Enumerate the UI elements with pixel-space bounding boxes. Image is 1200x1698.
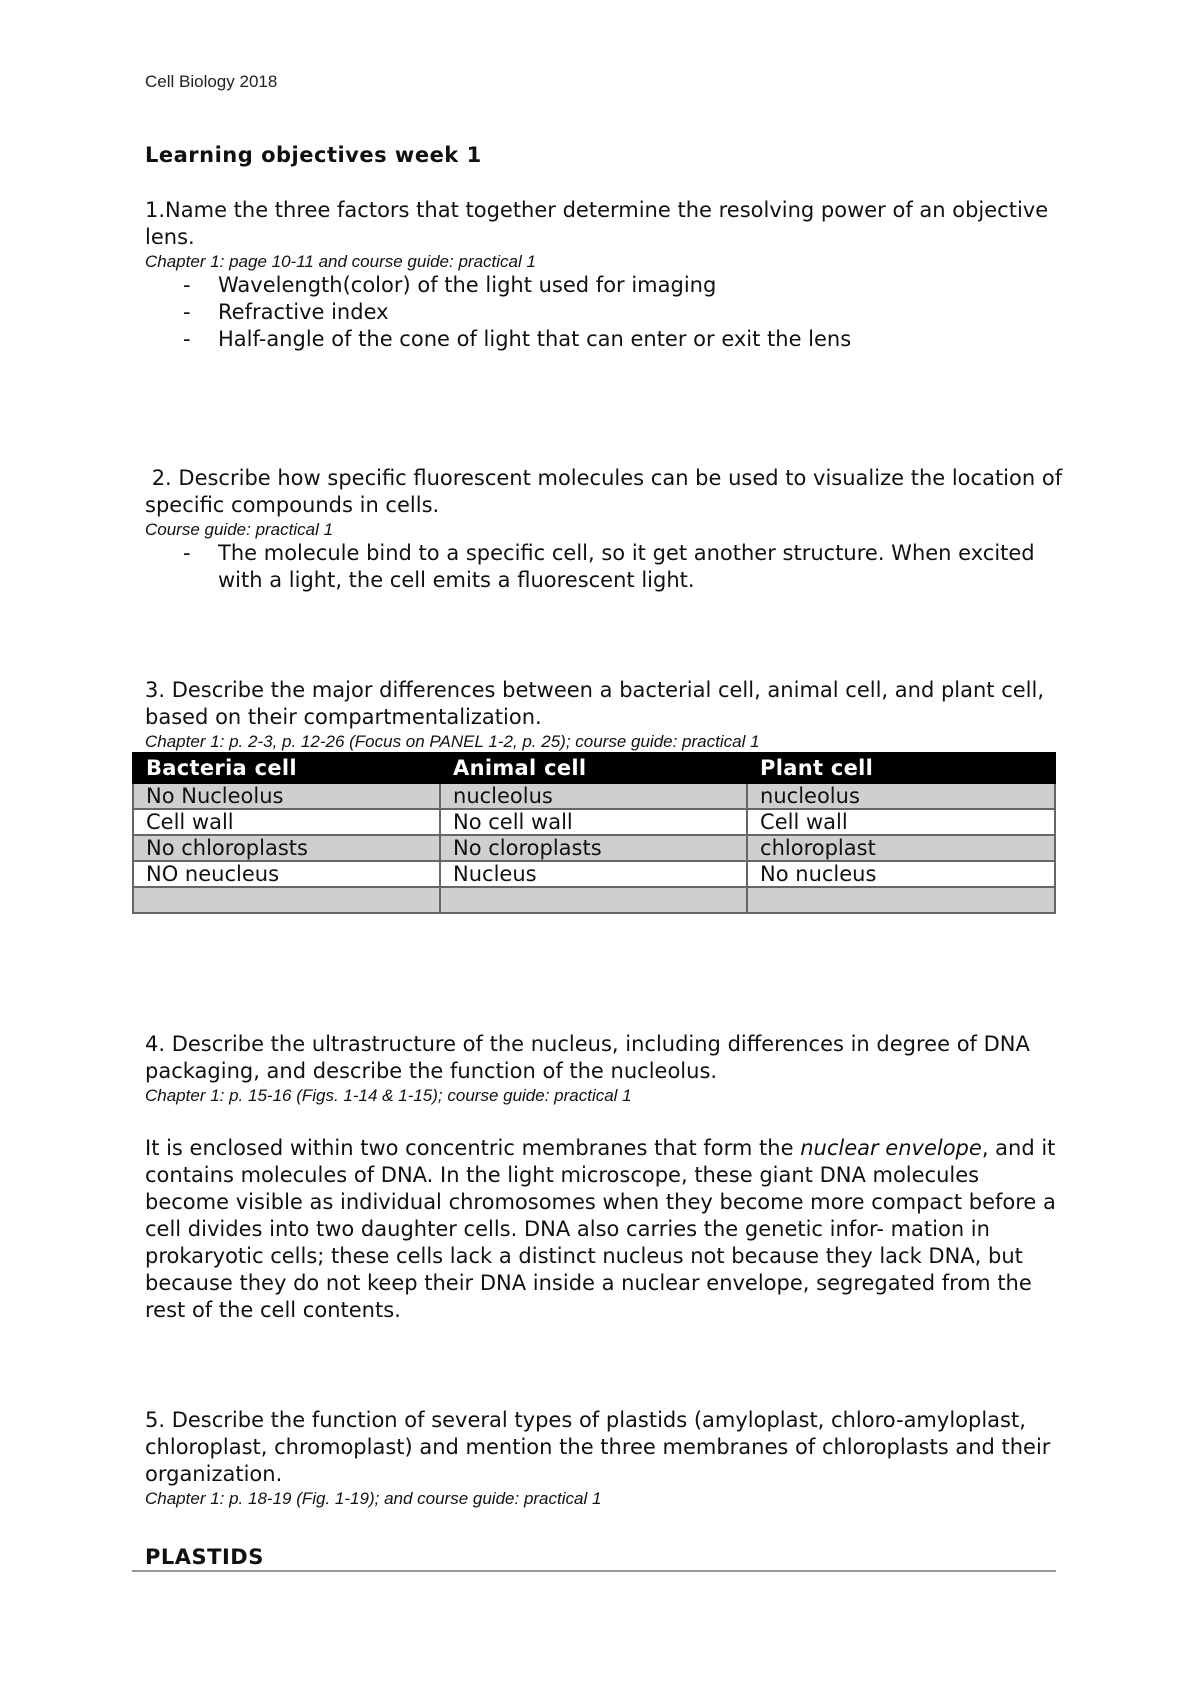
- objective-5: [145, 1407, 1065, 1509]
- table-cell: Nucleus: [440, 861, 747, 887]
- cell-comparison-table: [132, 752, 1056, 914]
- table-cell: [747, 887, 1055, 913]
- table-cell: No cell wall: [440, 809, 747, 835]
- objective-2: [145, 465, 1069, 594]
- page-header: Cell Biology 2018: [145, 72, 278, 91]
- table-cell: nucleolus: [440, 783, 747, 809]
- table-cell: No cloroplasts: [440, 835, 747, 861]
- table-cell: No Nucleolus: [133, 783, 440, 809]
- table-cell: nucleolus: [747, 783, 1055, 809]
- dash-bullet: -: [183, 541, 191, 565]
- dash-bullet: -: [183, 273, 191, 297]
- section-divider: [132, 1570, 1056, 1572]
- dash-bullet: -: [183, 327, 191, 351]
- list-item: - Wavelength(color) of the light used for imaging: [183, 273, 717, 297]
- objective-5-question: 5. Describe the function of several types of plastids (amyloplast, chloro-amyloplast, chloroplast, chromoplast) and mention the three membranes of chloroplasts and their organization.: [145, 1408, 1051, 1486]
- objective-2-answers: [145, 540, 1065, 594]
- plastids-heading: PLASTIDS: [145, 1545, 264, 1569]
- table-cell: No nucleus: [747, 861, 1055, 887]
- table-header-row: [133, 753, 1055, 783]
- table-row: [133, 861, 1055, 887]
- objective-4: [145, 1031, 1065, 1106]
- objective-1-question: 1.Name the three factors that together determine the resolving power of an objective lens.: [145, 198, 1049, 249]
- objective-2-reference: Course guide: practical 1: [145, 520, 334, 539]
- objective-5-reference: Chapter 1: p. 18-19 (Fig. 1-19); and course guide: practical 1: [145, 1489, 602, 1508]
- emphasis-term: nuclear envelope: [800, 1136, 982, 1160]
- table-row: [133, 809, 1055, 835]
- objective-3-question: 3. Describe the major differences between a bacterial cell, animal cell, and plant cell, based on their compartmentalization.: [145, 678, 1045, 729]
- table-header-animal: Animal cell: [440, 753, 747, 783]
- list-item: - Half-angle of the cone of light that can enter or exit the lens: [183, 327, 852, 351]
- table-cell: chloroplast: [747, 835, 1055, 861]
- table-row: [133, 783, 1055, 809]
- page-title: Learning objectives week 1: [145, 143, 482, 167]
- objective-4-answer: It is enclosed within two concentric membranes that form the nuclear envelope, and it contains molecules of DNA. In the light microscope, these giant DNA molecules become visible as individual chromosomes when they become more compact before a cell divides into two daughter cells. DNA also carries the genetic infor- mation in prokaryotic cells; these cells lack a distinct nucleus not because they lack DNA, but because they do not keep their DNA inside a nuclear envelope, segregated from the rest of the cell contents.: [145, 1136, 1056, 1322]
- list-item: - The molecule bind to a specific cell, so it get another structure. When excited with a light, the cell emits a fluorescent light.: [183, 541, 1035, 592]
- objective-1: [145, 197, 1065, 353]
- table-cell: [440, 887, 747, 913]
- dash-bullet: -: [183, 300, 191, 324]
- table-cell: Cell wall: [747, 809, 1055, 835]
- table-row: [133, 835, 1055, 861]
- objective-4-reference: Chapter 1: p. 15-16 (Figs. 1-14 & 1-15); course guide: practical 1: [145, 1086, 632, 1105]
- table-header-bacteria: Bacteria cell: [133, 753, 440, 783]
- table-row: [133, 887, 1055, 913]
- table-cell: Cell wall: [133, 809, 440, 835]
- objective-1-reference: Chapter 1: page 10-11 and course guide: practical 1: [145, 252, 536, 271]
- objective-4-question: 4. Describe the ultrastructure of the nucleus, including differences in degree of DNA packaging, and describe the function of the nucleolus.: [145, 1032, 1030, 1083]
- table-header-plant: Plant cell: [747, 753, 1055, 783]
- objective-3-reference: Chapter 1: p. 2-3, p. 12-26 (Focus on PANEL 1-2, p. 25); course guide: practical 1: [145, 732, 760, 751]
- table-cell: No chloroplasts: [133, 835, 440, 861]
- objective-1-answers: [145, 272, 1065, 353]
- table-cell: NO neucleus: [133, 861, 440, 887]
- objective-2-question: 2. Describe how specific fluorescent molecules can be used to visualize the location of specific compounds in cells.: [145, 466, 1069, 517]
- objective-3: [145, 677, 1065, 752]
- list-item: - Refractive index: [183, 300, 389, 324]
- table-cell: [133, 887, 440, 913]
